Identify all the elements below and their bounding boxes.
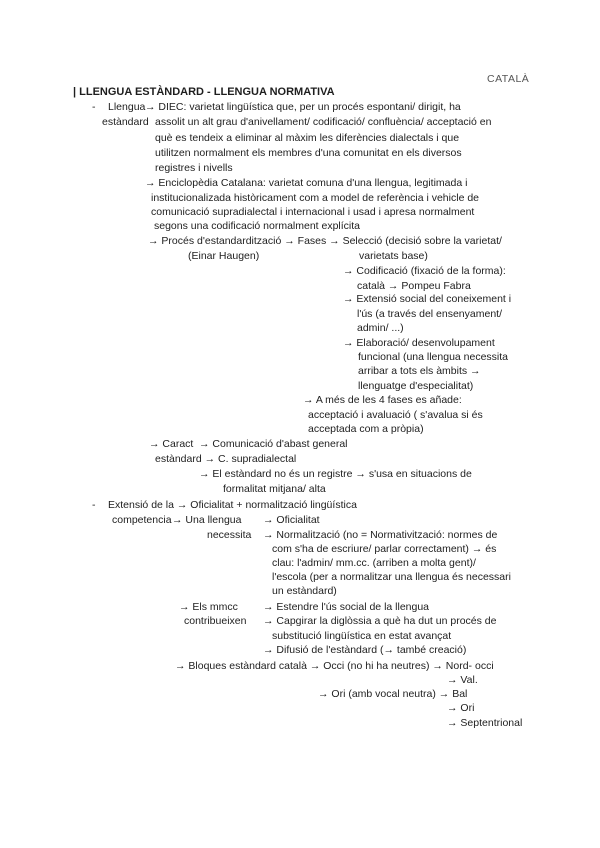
text-line: → Estendre l'ús social de la llengua bbox=[263, 601, 430, 613]
text-line: → Normalització (no = Normativització: normes de bbox=[263, 529, 498, 541]
text-line: l'ús (a través del ensenyament/ bbox=[357, 308, 502, 320]
text-line: funcional (una llengua necessita bbox=[358, 351, 509, 363]
term: estàndard bbox=[102, 116, 149, 128]
text-line: → A més de les 4 fases es añade: bbox=[303, 394, 462, 406]
text-line: → Els mmcc bbox=[179, 601, 238, 613]
text-line: → Oficialitat bbox=[263, 514, 320, 526]
term: competencia bbox=[112, 514, 172, 526]
text-line: català → Pompeu Fabra bbox=[357, 280, 471, 292]
text-line: → Elaboració/ desenvolupament bbox=[343, 337, 495, 349]
text-line: → Difusió de l'estàndard (→ també creació) bbox=[263, 644, 467, 656]
text-line: → Septentrional bbox=[447, 717, 523, 729]
text-line: → Enciclopèdia Catalana: varietat comuna d'una llengua, legitimada i bbox=[145, 177, 468, 189]
text-line: → Ori bbox=[447, 702, 475, 714]
text-line: → Comunicació d'abast general bbox=[199, 438, 348, 450]
text-line: → Bloques estàndard català → Occi (no hi ha neutres) → Nord- occi bbox=[175, 660, 494, 672]
bullet: - bbox=[92, 101, 96, 113]
text-line: (Einar Haugen) bbox=[188, 250, 260, 262]
text-line: contribueixen bbox=[184, 615, 247, 627]
text-line: → El estàndard no és un registre → s'usa en situacions de bbox=[199, 468, 472, 480]
bullet: - bbox=[92, 499, 96, 511]
text-line: → Una llengua bbox=[172, 514, 242, 526]
text-line: Extensió de la → Oficialitat + normalització lingüística bbox=[108, 499, 357, 511]
text-line: registres i nivells bbox=[155, 162, 233, 174]
text-line: estàndard → C. supradialectal bbox=[155, 453, 297, 465]
text-line: admin/ ...) bbox=[357, 322, 404, 334]
text-line: utilitzen normalment els membres d'una comunitat en els diversos bbox=[155, 147, 462, 159]
text-line: necessita bbox=[207, 529, 252, 541]
text-line: acceptació i avaluació ( s'avalua si és bbox=[308, 409, 483, 421]
text-line: → Codificació (fixació de la forma): bbox=[343, 265, 506, 277]
text-line: arribar a tots els àmbits → bbox=[358, 365, 481, 377]
text-line: formalitat mitjana/ alta bbox=[223, 483, 326, 495]
term: Llengua bbox=[108, 101, 146, 113]
text-line: varietats base) bbox=[359, 250, 428, 262]
text-line: → DIEC: varietat lingüística que, per un procés espontani/ dirigit, ha bbox=[145, 101, 461, 113]
text-line: un estàndard) bbox=[272, 585, 337, 597]
text-line: comunicació supradialectal i internacional i usad i apresa normalment bbox=[151, 206, 475, 218]
text-line: → Caract bbox=[149, 438, 194, 450]
text-line: segons una codificació normalment explícita bbox=[154, 220, 361, 232]
text-line: l'escola (per a normalitzar una llengua és necessari bbox=[272, 571, 511, 583]
text-line: → Capgirar la diglòssia a què ha dut un procés de bbox=[263, 615, 497, 627]
section-title: | LLENGUA ESTÀNDARD - LLENGUA NORMATIVA bbox=[73, 86, 335, 98]
subject-header: CATALÀ bbox=[487, 73, 530, 85]
text-line: acceptada com a pròpia) bbox=[308, 423, 424, 435]
text-line: clau: l'admin/ mm.cc. (arriben a molta gent)/ bbox=[272, 557, 476, 569]
text-line: → Extensió social del coneixement i bbox=[343, 293, 512, 305]
text-line: com s'ha de escriure/ parlar correctament) → és bbox=[272, 543, 497, 555]
text-line: assolit un alt grau d'anivellament/ codificació/ confluència/ acceptació en bbox=[155, 116, 492, 128]
text-line: llenguatge d'especialitat) bbox=[358, 380, 474, 392]
text-line: → Procés d'estandardització → Fases → Selecció (decisió sobre la varietat/ bbox=[148, 235, 502, 247]
text-line: substitució lingüística en estat avançat bbox=[272, 630, 452, 642]
text-line: → Ori (amb vocal neutra) → Bal bbox=[318, 688, 468, 700]
text-line: institucionalizada històricament com a model de referència i vehicle de bbox=[151, 192, 480, 204]
text-line: què es tendeix a eliminar al màxim les diferències dialectals i que bbox=[155, 132, 460, 144]
text-line: → Val. bbox=[447, 674, 478, 686]
